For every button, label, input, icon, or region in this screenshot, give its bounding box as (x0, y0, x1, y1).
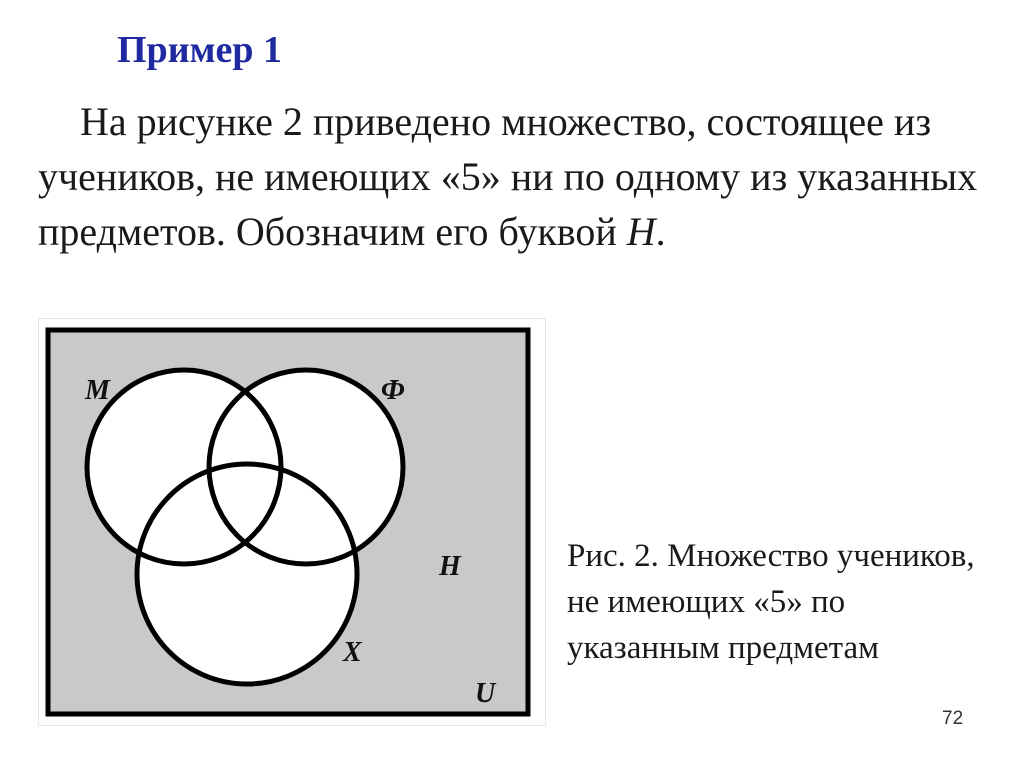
body-text-main: На рисунке 2 приведено множество, состоящее из учеников, не имеющих «5» ни по одному из указанных предметов. Обозначим его буквой (38, 99, 978, 254)
page-number: 72 (942, 708, 964, 729)
label-m: М (85, 375, 110, 406)
label-f: Ф (381, 375, 405, 406)
label-u: U (475, 678, 496, 709)
body-text-end: . (655, 209, 666, 254)
venn-diagram (39, 319, 545, 725)
venn-diagram-figure (38, 318, 546, 726)
body-paragraph (38, 94, 1008, 259)
body-text-set-letter: Н (626, 209, 656, 254)
slide-title: Пример 1 (117, 29, 282, 71)
figure-caption: Рис. 2. Множество учеников, не имеющих «5» по указанным предметам (567, 538, 975, 666)
label-x: Х (343, 637, 362, 668)
label-h: Н (439, 551, 461, 582)
